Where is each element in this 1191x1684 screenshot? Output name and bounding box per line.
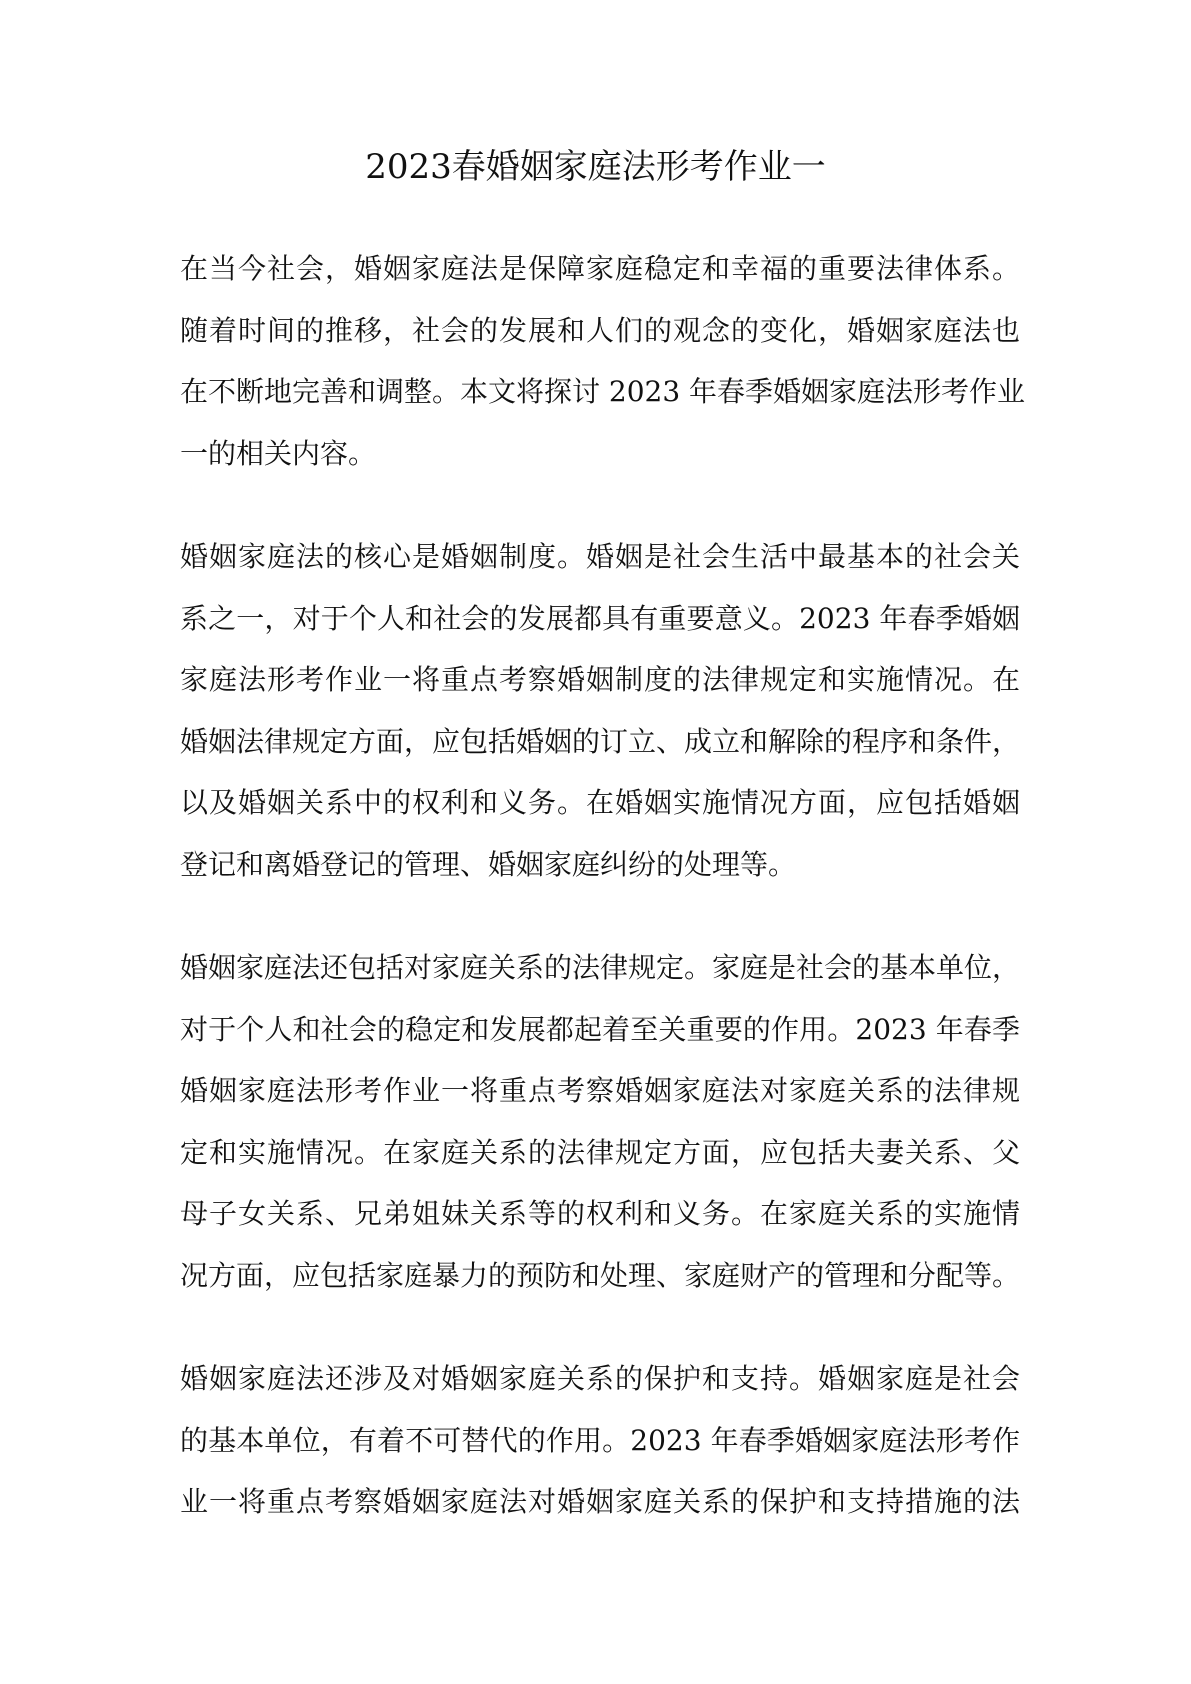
paragraph-line: 的基本单位，有着不可替代的作用。2023 年春季婚姻家庭法形考作 <box>180 1423 1020 1457</box>
paragraph-line: 况方面，应包括家庭暴力的预防和处理、家庭财产的管理和分配等。 <box>180 1258 1021 1292</box>
paragraph-line: 业一将重点考察婚姻家庭法对婚姻家庭关系的保护和支持措施的法 <box>180 1485 1020 1518</box>
paragraph-line: 登记和离婚登记的管理、婚姻家庭纠纷的处理等。 <box>180 847 797 881</box>
paragraph-line: 在不断地完善和调整。本文将探讨 2023 年春季婚姻家庭法形考作业 <box>180 375 1026 408</box>
paragraph-line: 母子女关系、兄弟姐妹关系等的权利和义务。在家庭关系的实施情 <box>180 1197 1020 1230</box>
paragraph-line: 家庭法形考作业一将重点考察婚姻制度的法律规定和实施情况。在 <box>180 663 1020 696</box>
paragraph-line: 婚姻家庭法形考作业一将重点考察婚姻家庭法对家庭关系的法律规 <box>180 1074 1020 1107</box>
paragraph-line: 婚姻家庭法的核心是婚姻制度。婚姻是社会生活中最基本的社会关 <box>180 540 1020 573</box>
paragraph-2 <box>180 526 1020 895</box>
paragraph-line: 对于个人和社会的稳定和发展都起着至关重要的作用。2023 年春季 <box>180 1012 1020 1046</box>
paragraph-1 <box>180 238 1026 484</box>
paragraph-line: 定和实施情况。在家庭关系的法律规定方面，应包括夫妻关系、父 <box>180 1135 1020 1169</box>
paragraph-line: 婚姻家庭法还包括对家庭关系的法律规定。家庭是社会的基本单位， <box>180 951 1021 984</box>
paragraph-line: 系之一，对于个人和社会的发展都具有重要意义。2023 年春季婚姻 <box>180 601 1020 635</box>
paragraph-3 <box>180 937 1020 1306</box>
paragraph-4 <box>180 1348 1020 1533</box>
document-title: 2023春婚姻家庭法形考作业一 <box>365 147 826 187</box>
paragraph-line: 在当今社会，婚姻家庭法是保障家庭稳定和幸福的重要法律体系。 <box>180 252 1020 285</box>
paragraph-line: 婚姻家庭法还涉及对婚姻家庭关系的保护和支持。婚姻家庭是社会 <box>180 1362 1020 1395</box>
paragraph-line: 一的相关内容。 <box>180 436 377 470</box>
paragraph-line: 婚姻法律规定方面，应包括婚姻的订立、成立和解除的程序和条件， <box>180 724 1021 758</box>
document-body <box>180 238 1026 1575</box>
paragraph-line: 随着时间的推移，社会的发展和人们的观念的变化，婚姻家庭法也 <box>180 313 1020 347</box>
paragraph-line: 以及婚姻关系中的权利和义务。在婚姻实施情况方面，应包括婚姻 <box>180 786 1020 819</box>
